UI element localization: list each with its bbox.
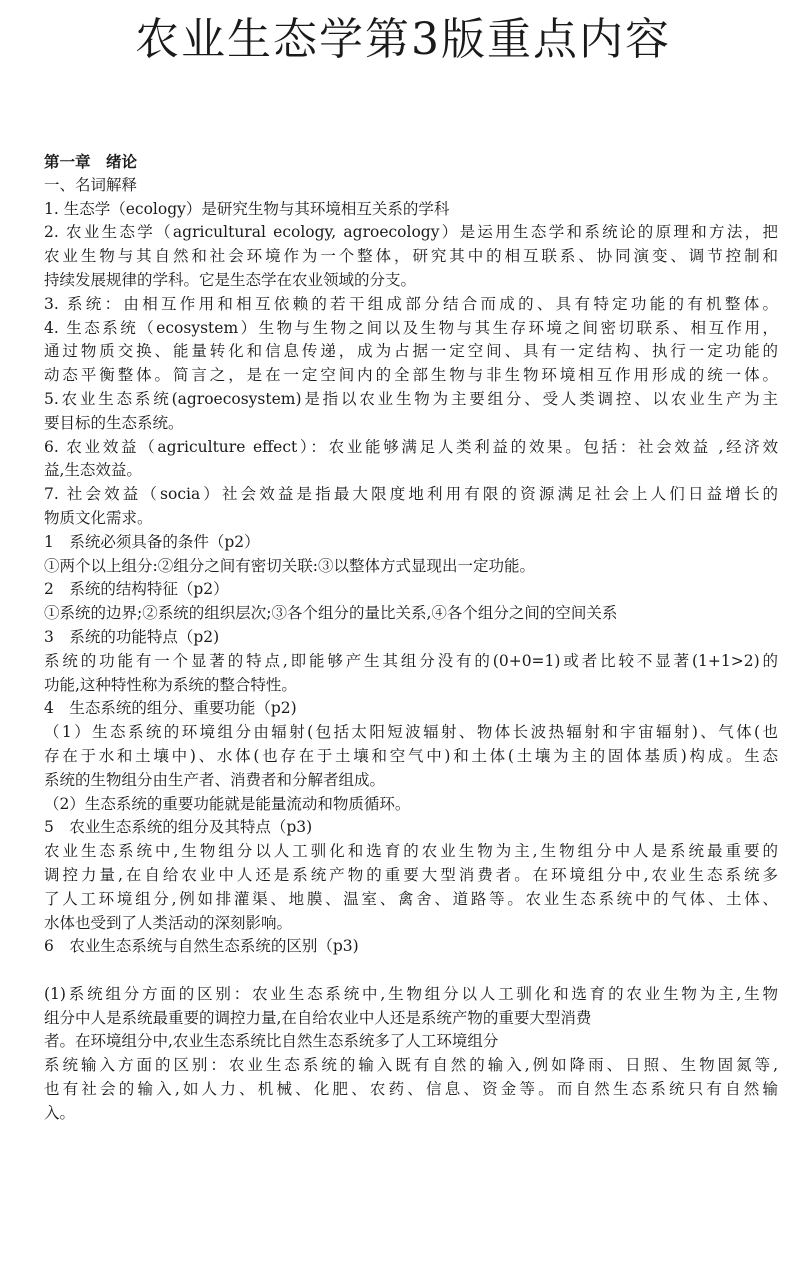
text-line: 2 系统的结构特征（p2）	[44, 580, 229, 599]
text-line: 功能,这种特性称为系统的整合特性。	[44, 675, 297, 694]
text-line: 5.农业生态系统(agroecosystem)是指以农业生物为主要组分、受人类调控、以农业生产为主	[44, 389, 778, 408]
text-line: 要目标的生态系统。	[44, 413, 184, 432]
text-line: 2. 农业生态学（agricultural ecology, agroecology）是运用生态学和系统论的原理和方法，把	[44, 223, 778, 242]
text-line: 通过物质交换、能量转化和信息传递，成为占据一定空间、具有一定结构、执行一定功能的	[44, 342, 778, 361]
text-line: 了人工环境组分,例如排灌渠、地膜、温室、禽舍、道路等。农业生态系统中的气体、土体、	[44, 889, 778, 908]
text-line: 入。	[44, 1103, 76, 1122]
document-body	[44, 150, 778, 1126]
text-line: 也有社会的输入,如人力、机械、化肥、农药、信息、资金等。而自然生态系统只有自然输	[44, 1080, 778, 1099]
text-line: 物质文化需求。	[44, 508, 153, 527]
text-line: 3. 系统：由相互作用和相互依赖的若干组成部分结合而成的、具有特定功能的有机整体。	[44, 294, 778, 313]
text-line: 4 生态系统的组分、重要功能（p2)	[44, 699, 297, 718]
text-line: 者。在环境组分中,农业生态系统比自然生态系统多了人工环境组分	[44, 1032, 499, 1051]
text-line: (1)系统组分方面的区别：农业生态系统中,生物组分以人工驯化和选育的农业生物为主,生物	[44, 984, 778, 1003]
text-line: 系统的生物组分由生产者、消费者和分解者组成。	[44, 770, 386, 789]
text-line: 调控力量,在自给农业中人还是系统产物的重要大型消费者。在环境组分中,农业生态系统多	[44, 865, 778, 884]
text-line: 3 系统的功能特点（p2)	[44, 627, 220, 646]
text-line: 益,生态效益。	[44, 461, 142, 480]
text-line: 系统的功能有一个显著的特点,即能够产生其组分没有的(0+0=1)或者比较不显著(1+1>2)的	[44, 651, 778, 670]
text-line: 水体也受到了人类活动的深刻影响。	[44, 913, 293, 932]
text-line: ①两个以上组分:②组分之间有密切关联:③以整体方式显现出一定功能。	[44, 556, 535, 575]
text-line: 农业生态系统中,生物组分以人工驯化和选育的农业生物为主,生物组分中人是系统最重要的	[44, 842, 778, 861]
text-line: 6. 农业效益（agriculture effect）：农业能够满足人类利益的效果。包括：社会效益 ,经济效	[44, 437, 778, 456]
text-line: 7. 社会效益（socia）社会效益是指最大限度地利用有限的资源满足社会上人们日益增长的	[44, 485, 778, 504]
text-line: 6 农业生态系统与自然生态系统的区别（p3)	[44, 937, 359, 956]
text-line: 1. 生态学（ecology）是研究生物与其环境相互关系的学科	[44, 199, 450, 218]
text-line: 动态平衡整体。简言之，是在一定空间内的全部生物与非生物环境相互作用形成的统一体。	[44, 366, 778, 385]
text-line: （2）生态系统的重要功能就是能量流动和物质循环。	[44, 794, 411, 813]
text-line: ①系统的边界;②系统的组织层次;③各个组分的量比关系,④各个组分之间的空间关系	[44, 604, 618, 623]
text-line: 持续发展规律的学科。它是生态学在农业领域的分支。	[44, 270, 417, 289]
blank-line	[44, 959, 778, 983]
text-line: 5 农业生态系统的组分及其特点（p3)	[44, 818, 313, 837]
text-line: 1 系统必须具备的条件（p2）	[44, 532, 260, 551]
text-line: 一、名词解释	[44, 175, 138, 194]
chapter-heading: 第一章 绪论	[44, 152, 138, 171]
text-line: 组分中人是系统最重要的调控力量,在自给农业中人还是系统产物的重要大型消费	[44, 1008, 592, 1027]
text-line: 系统输入方面的区别：农业生态系统的输入既有自然的输入,例如降雨、日照、生物固氮等,	[44, 1056, 778, 1075]
text-line: 存在于水和土壤中)、水体(也存在于土壤和空气中)和土体(土壤为主的固体基质)构成。生态	[44, 746, 778, 765]
text-line: 4. 生态系统（ecosystem）生物与生物之间以及生物与其生存环境之间密切联系、相互作用，	[44, 318, 778, 337]
text-line: （1）生态系统的环境组分由辐射(包括太阳短波辐射、物体长波热辐射和宇宙辐射)、气体(也	[44, 723, 778, 742]
document-title: 农业生态学第3版重点内容	[135, 14, 671, 65]
text-line: 农业生物与其自然和社会环境作为一个整体，研究其中的相互联系、协同演变、调节控制和	[44, 247, 778, 266]
